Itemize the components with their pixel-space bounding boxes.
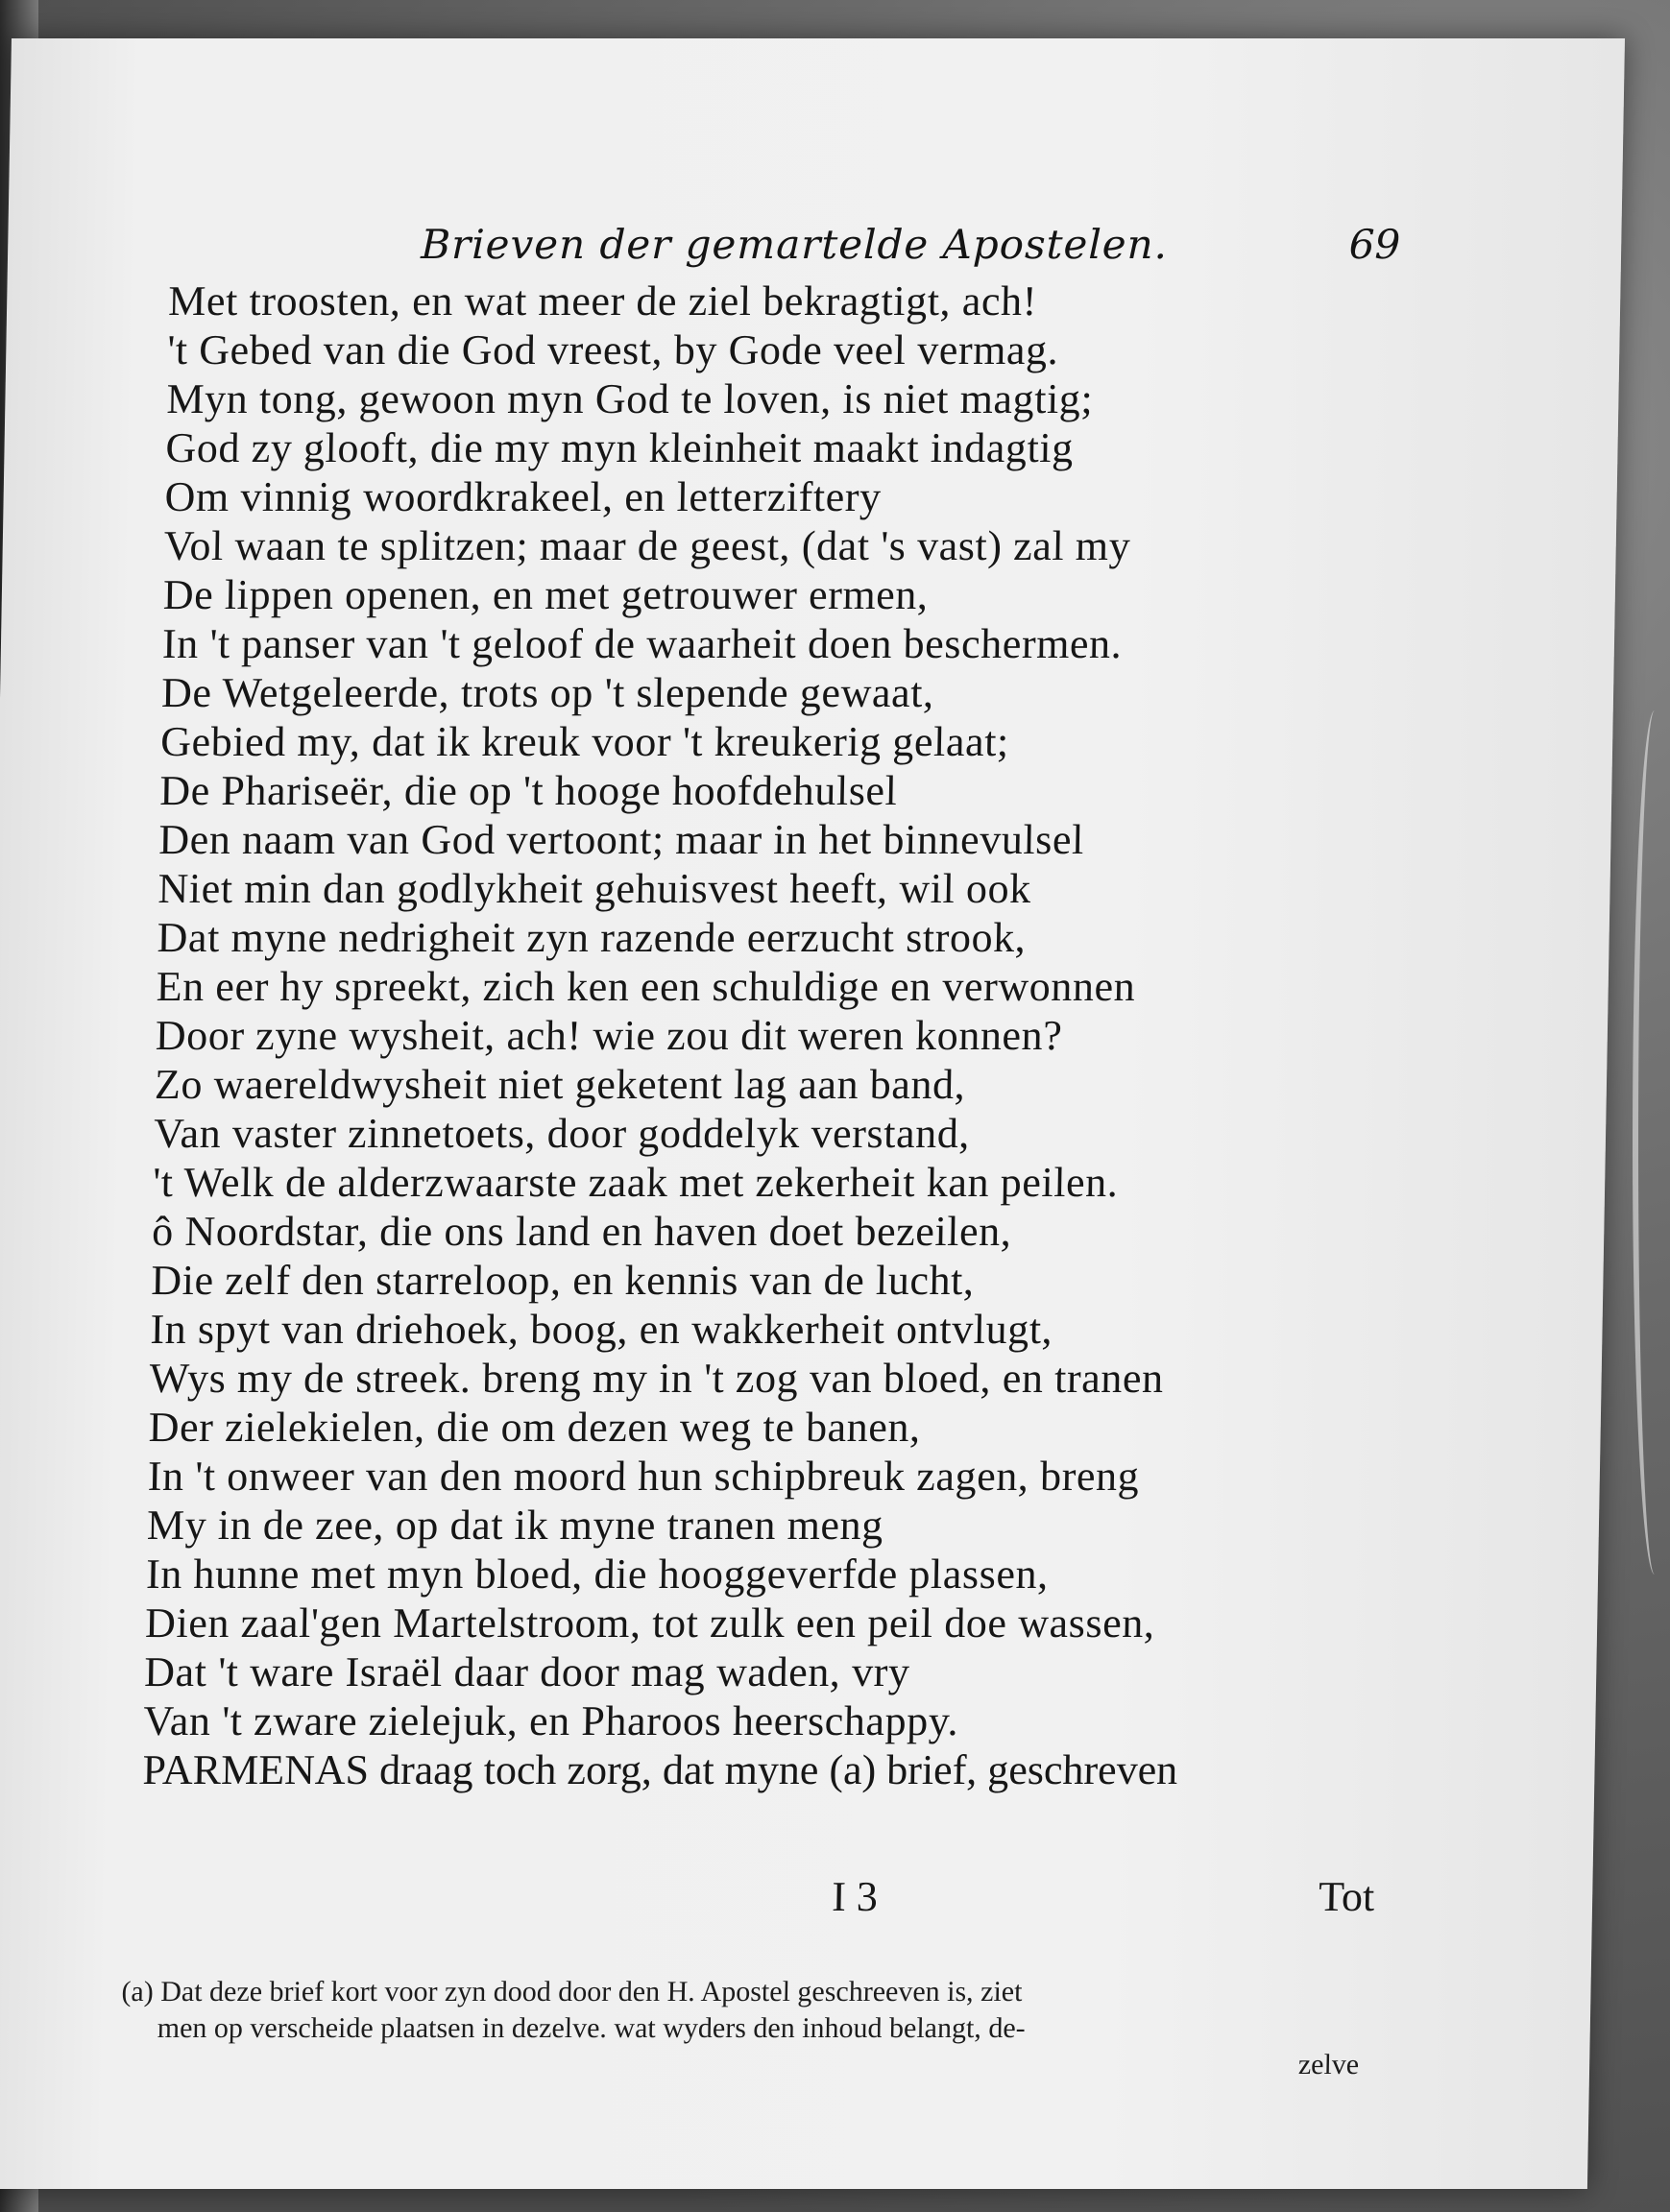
footnote bbox=[120, 1974, 1370, 2083]
footnote-line: (a) Dat deze brief kort voor zyn dood door den H. Apostel geschreeven is, ziet bbox=[121, 1976, 1023, 2008]
footnote-line: zelve bbox=[1297, 2049, 1360, 2080]
poem-line: Gebied my, dat ik kreuk voor 't kreukerig gelaat; bbox=[159, 718, 1010, 765]
poem-line: PARMENAS draag toch zorg, dat myne (a) brief, geschreven bbox=[142, 1746, 1178, 1793]
poem-line: Dien zaal'gen Martelstroom, tot zulk een peil doe wassen, bbox=[144, 1599, 1155, 1647]
running-title: Brieven der gemartelde Apostelen. bbox=[420, 221, 1169, 268]
poem-line: Den naam van God vertoont; maar in het binnevulsel bbox=[158, 816, 1085, 863]
poem-line: In spyt van driehoek, boog, en wakkerheit ontvlugt, bbox=[150, 1306, 1053, 1353]
poem-line: 't Gebed van die God vreest, by Gode veel vermag. bbox=[166, 326, 1059, 373]
poem-line: Van 't zware zielejuk, en Pharoos heerschappy. bbox=[142, 1697, 959, 1744]
page-number: 69 bbox=[1348, 221, 1401, 268]
poem-line: En eer hy spreekt, zich ken een schuldige en verwonnen bbox=[156, 963, 1136, 1010]
poem-line: Wys my de streek. breng my in 't zog van bloed, en tranen bbox=[149, 1355, 1165, 1402]
poem-line: God zy glooft, die my myn kleinheit maakt indagtig bbox=[165, 424, 1075, 471]
footnote-line: men op verscheide plaatsen in dezelve. wat wyders den inhoud belangt, de- bbox=[157, 2012, 1026, 2044]
poem-line: Der zielekielen, die om dezen weg te banen, bbox=[148, 1404, 922, 1451]
poem-text bbox=[142, 276, 1417, 1794]
poem-line: Die zelf den starreloop, en kennis van de lucht, bbox=[150, 1257, 976, 1304]
poem-line: In hunne met myn bloed, die hooggeverfde plassen, bbox=[145, 1551, 1050, 1598]
poem-line: Met troosten, en wat meer de ziel bekragtigt, ach! bbox=[167, 277, 1038, 325]
poem-line: Om vinnig woordkrakeel, en letterziftery bbox=[164, 473, 883, 520]
running-header bbox=[421, 221, 1401, 278]
poem-line: De Wetgeleerde, trots op 't slepende gewaat, bbox=[160, 669, 935, 716]
poem-line: Dat 't ware Israël daar door mag waden, vry bbox=[143, 1648, 911, 1695]
poem-line: Zo waereldwysheit niet geketent lag aan band, bbox=[154, 1061, 966, 1108]
poem-line: My in de zee, op dat ik myne tranen meng bbox=[146, 1502, 884, 1549]
book-page bbox=[0, 38, 1625, 2189]
poem-line: De Phariseër, die op 't hooge hoofdehulsel bbox=[158, 767, 898, 814]
poem-line: Dat myne nedrigheit zyn razende eerzucht strook, bbox=[157, 914, 1027, 961]
cable-decoration bbox=[1633, 710, 1670, 1575]
poem-line: In 't onweer van den moord hun schipbreuk zagen, breng bbox=[147, 1453, 1140, 1500]
poem-line: De lippen openen, en met getrouwer ermen, bbox=[162, 571, 930, 618]
poem-line: Van vaster zinnetoets, door goddelyk verstand, bbox=[153, 1110, 971, 1157]
poem-line: 't Welk de alderzwaarste zaak met zekerheit kan peilen. bbox=[152, 1159, 1119, 1206]
poem-line: In 't panser van 't geloof de waarheit doen beschermen. bbox=[161, 620, 1123, 667]
poem-line: Door zyne wysheit, ach! wie zou dit weren konnen? bbox=[155, 1012, 1063, 1059]
catchword: Tot bbox=[1318, 1873, 1375, 1920]
poem-line: Myn tong, gewoon myn God te loven, is niet magtig; bbox=[166, 375, 1094, 422]
signature-row bbox=[140, 1872, 1375, 1930]
poem-line: Vol waan te splitzen; maar de geest, (dat 's vast) zal my bbox=[163, 522, 1131, 569]
poem-line: Niet min dan godlykheit gehuisvest heeft, wil ook bbox=[157, 865, 1032, 912]
poem-line: ô Noordstar, die ons land en haven doet bezeilen, bbox=[151, 1208, 1012, 1255]
signature-mark: I 3 bbox=[831, 1873, 879, 1920]
